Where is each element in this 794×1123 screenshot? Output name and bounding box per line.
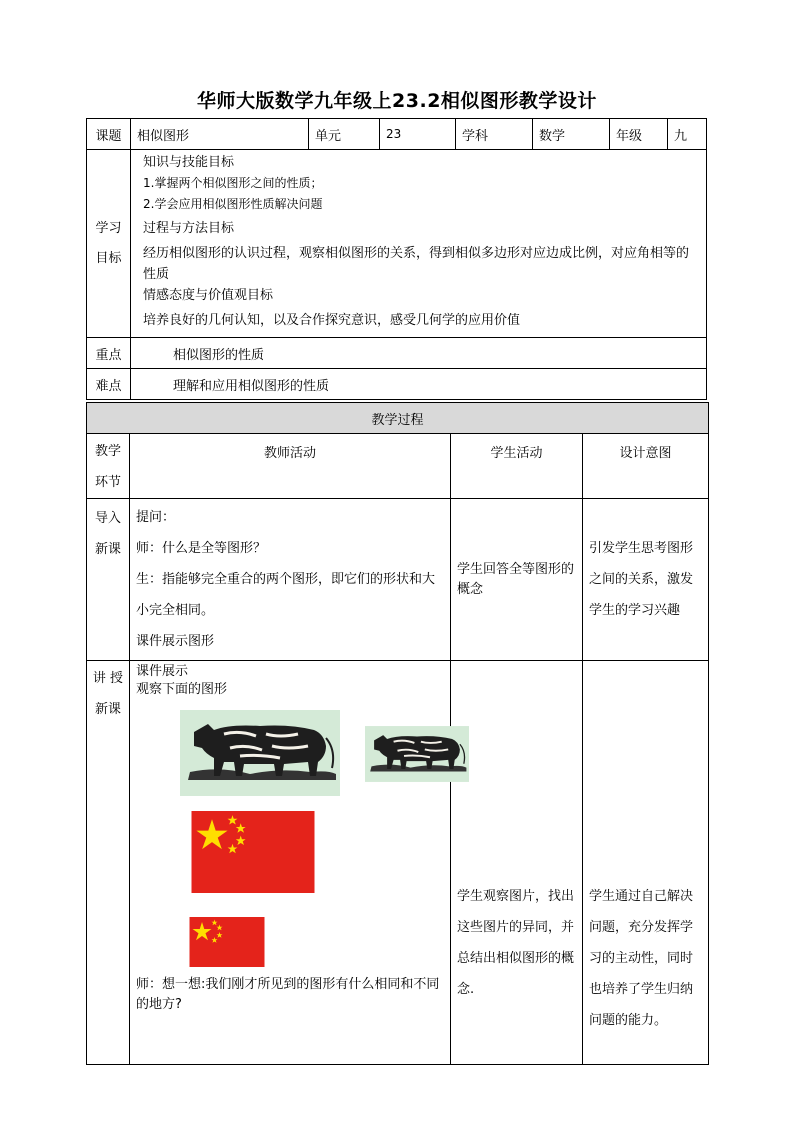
goal-line: 过程与方法目标 (143, 221, 235, 236)
goal-line: 知识与技能目标 (143, 155, 235, 170)
subject-value: 数学 (533, 119, 610, 150)
goals-label (87, 150, 131, 338)
goal-line: 2.学会应用相似图形性质解决问题 (143, 197, 323, 211)
teacher-line: 师：什么是全等图形？ (136, 541, 267, 556)
cow-image-small (365, 726, 469, 782)
row2-stage-line-1: 讲 授 (92, 671, 124, 686)
row1-stage-line-2: 新课 (94, 542, 121, 557)
goal-line: 经历相似图形的认识过程，观察相似图形的关系，得到相似多边形对应边成比例，对应角相等的性质 (143, 246, 690, 282)
process-header: 教学过程 (87, 403, 709, 434)
col-intent: 设计意图 (583, 434, 709, 499)
row1-stage (87, 499, 130, 661)
teacher-question: 师：想一想:我们刚才所见到的图形有什么相同和不同的地方? (136, 977, 440, 1012)
row1-stage-line-1: 导入 (94, 511, 121, 526)
row1-intent: 引发学生思考图形之间的关系，激发学生的学习兴趣 (583, 499, 709, 661)
teacher-line: 生：指能够完全重合的两个图形，即它们的形状和大小完全相同。 (136, 572, 436, 618)
col-stage (87, 434, 130, 499)
goal-line: 1.掌握两个相似图形之间的性质； (143, 176, 323, 190)
goals-content (131, 150, 707, 338)
col-teacher: 教师活动 (130, 434, 451, 499)
row2-stage-line-2: 新课 (94, 702, 121, 717)
flag-image-large (180, 811, 326, 893)
grade-value: 九 (668, 119, 707, 150)
teacher-line: 课件展示 (136, 664, 189, 679)
unit-value: 23 (380, 119, 456, 150)
col-stage-line-2: 环节 (94, 475, 121, 490)
cow-image-large (180, 710, 340, 796)
topic-label: 课题 (87, 119, 131, 150)
key-value: 相似图形的性质 (131, 338, 707, 369)
col-student: 学生活动 (451, 434, 583, 499)
row2-intent: 学生通过自己解决问题，充分发挥学习的主动性，同时也培养了学生归纳问题的能力。 (583, 661, 709, 1065)
lesson-info-table (86, 118, 707, 400)
row1-student: 学生回答全等图形的概念 (451, 499, 583, 661)
subject-label: 学科 (456, 119, 533, 150)
teacher-line: 观察下面的图形 (136, 682, 228, 697)
row1-teacher (130, 499, 451, 661)
teacher-line: 课件展示图形 (136, 634, 215, 649)
difficulty-value: 理解和应用相似图形的性质 (131, 369, 707, 400)
goal-line: 情感态度与价值观目标 (143, 288, 274, 303)
flag-image-small (184, 917, 270, 967)
difficulty-label: 难点 (87, 369, 131, 400)
goal-line: 培养良好的几何认知，以及合作探究意识，感受几何学的应用价值 (143, 313, 521, 328)
row2-teacher (130, 661, 451, 1065)
row2-student: 学生观察图片，找出这些图片的异同，并总结出相似图形的概念. (451, 661, 583, 1065)
row2-stage (87, 661, 130, 1065)
unit-label: 单元 (309, 119, 380, 150)
goals-label-line-2: 目标 (95, 250, 122, 266)
teacher-line: 提问： (136, 510, 176, 525)
goals-label-line-1: 学习 (95, 220, 122, 236)
topic-value: 相似图形 (131, 119, 309, 150)
key-label: 重点 (87, 338, 131, 369)
col-stage-line-1: 教学 (94, 444, 121, 459)
document-title: 华师大版数学九年级上23.2相似图形教学设计 (197, 90, 597, 112)
grade-label: 年级 (610, 119, 668, 150)
teaching-process-table (86, 402, 709, 1065)
